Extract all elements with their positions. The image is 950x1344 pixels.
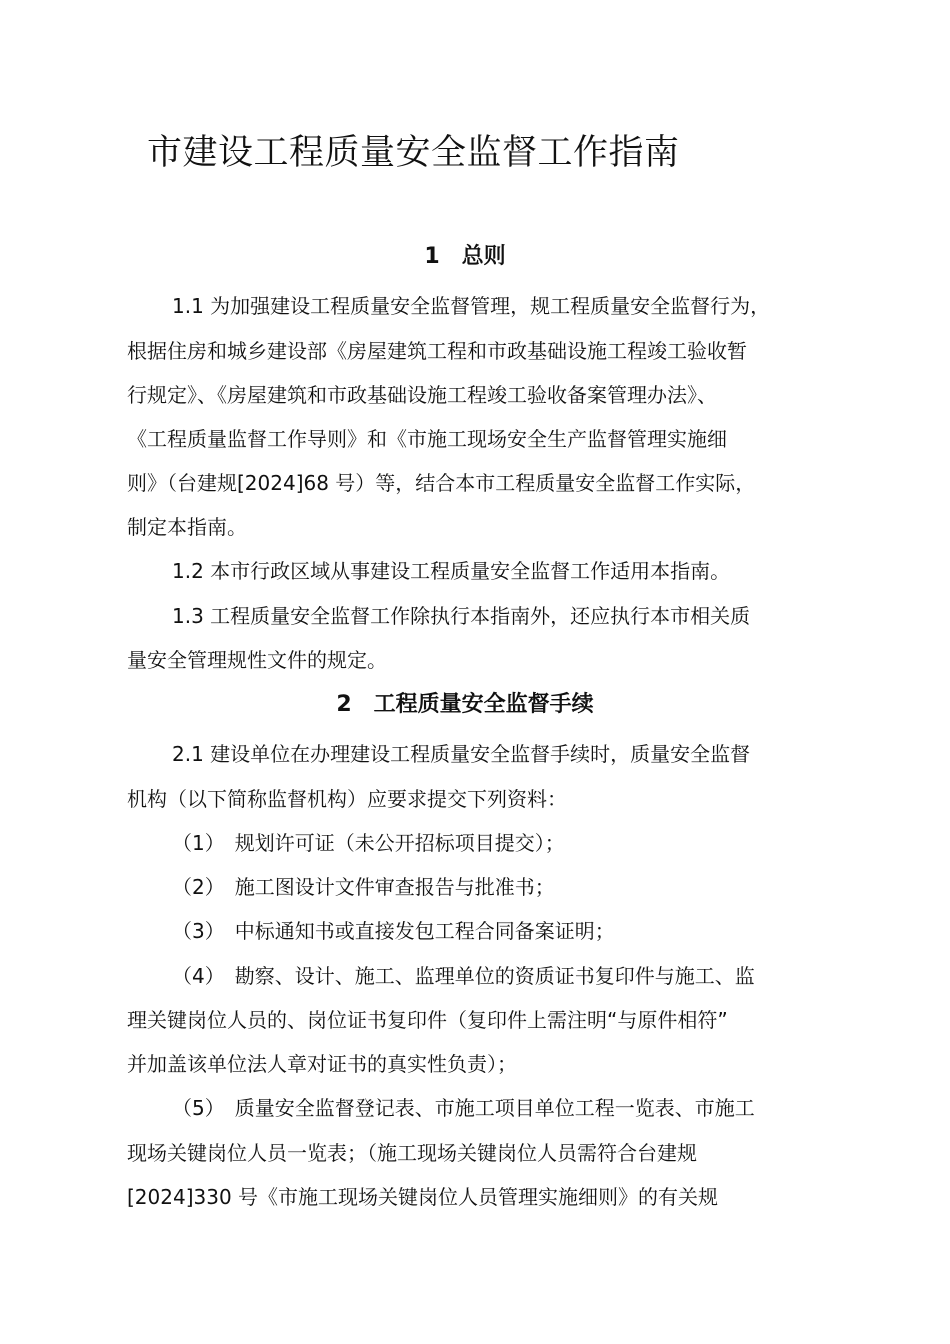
paragraph-line: 并加盖该单位法人章对证书的真实性负责）；	[127, 1052, 517, 1076]
paragraph-line: 根据住房和城乡建设部《房屋建筑工程和市政基础设施工程竣工验收暂	[127, 339, 747, 363]
paragraph-line: 量安全管理规性文件的规定。	[127, 648, 387, 672]
paragraph-line: （4） 勘察、设计、施工、监理单位的资质证书复印件与施工、监	[172, 964, 755, 988]
document-title: 市建设工程质量安全监督工作指南	[147, 133, 680, 173]
paragraph-line: （2） 施工图设计文件审查报告与批准书；	[172, 875, 555, 899]
paragraph-line: 2.1 建设单位在办理建设工程质量安全监督手续时，质量安全监督	[172, 742, 751, 766]
paragraph-line: （1） 规划许可证（未公开招标项目提交）；	[172, 831, 565, 855]
paragraph-line: 理关键岗位人员的、岗位证书复印件（复印件上需注明“与原件相符”	[127, 1008, 728, 1032]
paragraph-line: 《工程质量监督工作导则》和《市施工现场安全生产监督管理实施细	[127, 427, 727, 451]
paragraph-line: 则》（台建规[2024]68 号）等，结合本市工程质量安全监督工作实际，	[127, 471, 756, 495]
section-2-heading: 2 工程质量安全监督手续	[336, 692, 594, 717]
paragraph-line: （5） 质量安全监督登记表、市施工项目单位工程一览表、市施工	[172, 1096, 755, 1120]
paragraph-line: [2024]330 号《市施工现场关键岗位人员管理实施细则》的有关规	[127, 1185, 719, 1209]
paragraph-line: 1.3 工程质量安全监督工作除执行本指南外，还应执行本市相关质	[172, 604, 751, 628]
paragraph-line: 制定本指南。	[127, 515, 247, 539]
paragraph-line: 机构（以下简称监督机构）应要求提交下列资料：	[127, 787, 567, 811]
section-1-heading: 1 总则	[424, 244, 506, 269]
paragraph-line: 现场关键岗位人员一览表；（施工现场关键岗位人员需符合台建规	[127, 1141, 697, 1165]
paragraph-line: （3） 中标通知书或直接发包工程合同备案证明；	[172, 919, 615, 943]
paragraph-line: 1.1 为加强建设工程质量安全监督管理，规工程质量安全监督行为，	[172, 294, 771, 318]
paragraph-line: 1.2 本市行政区域从事建设工程质量安全监督工作适用本指南。	[172, 559, 731, 583]
paragraph-line: 行规定》、《房屋建筑和市政基础设施工程竣工验收备案管理办法》、	[127, 383, 717, 407]
